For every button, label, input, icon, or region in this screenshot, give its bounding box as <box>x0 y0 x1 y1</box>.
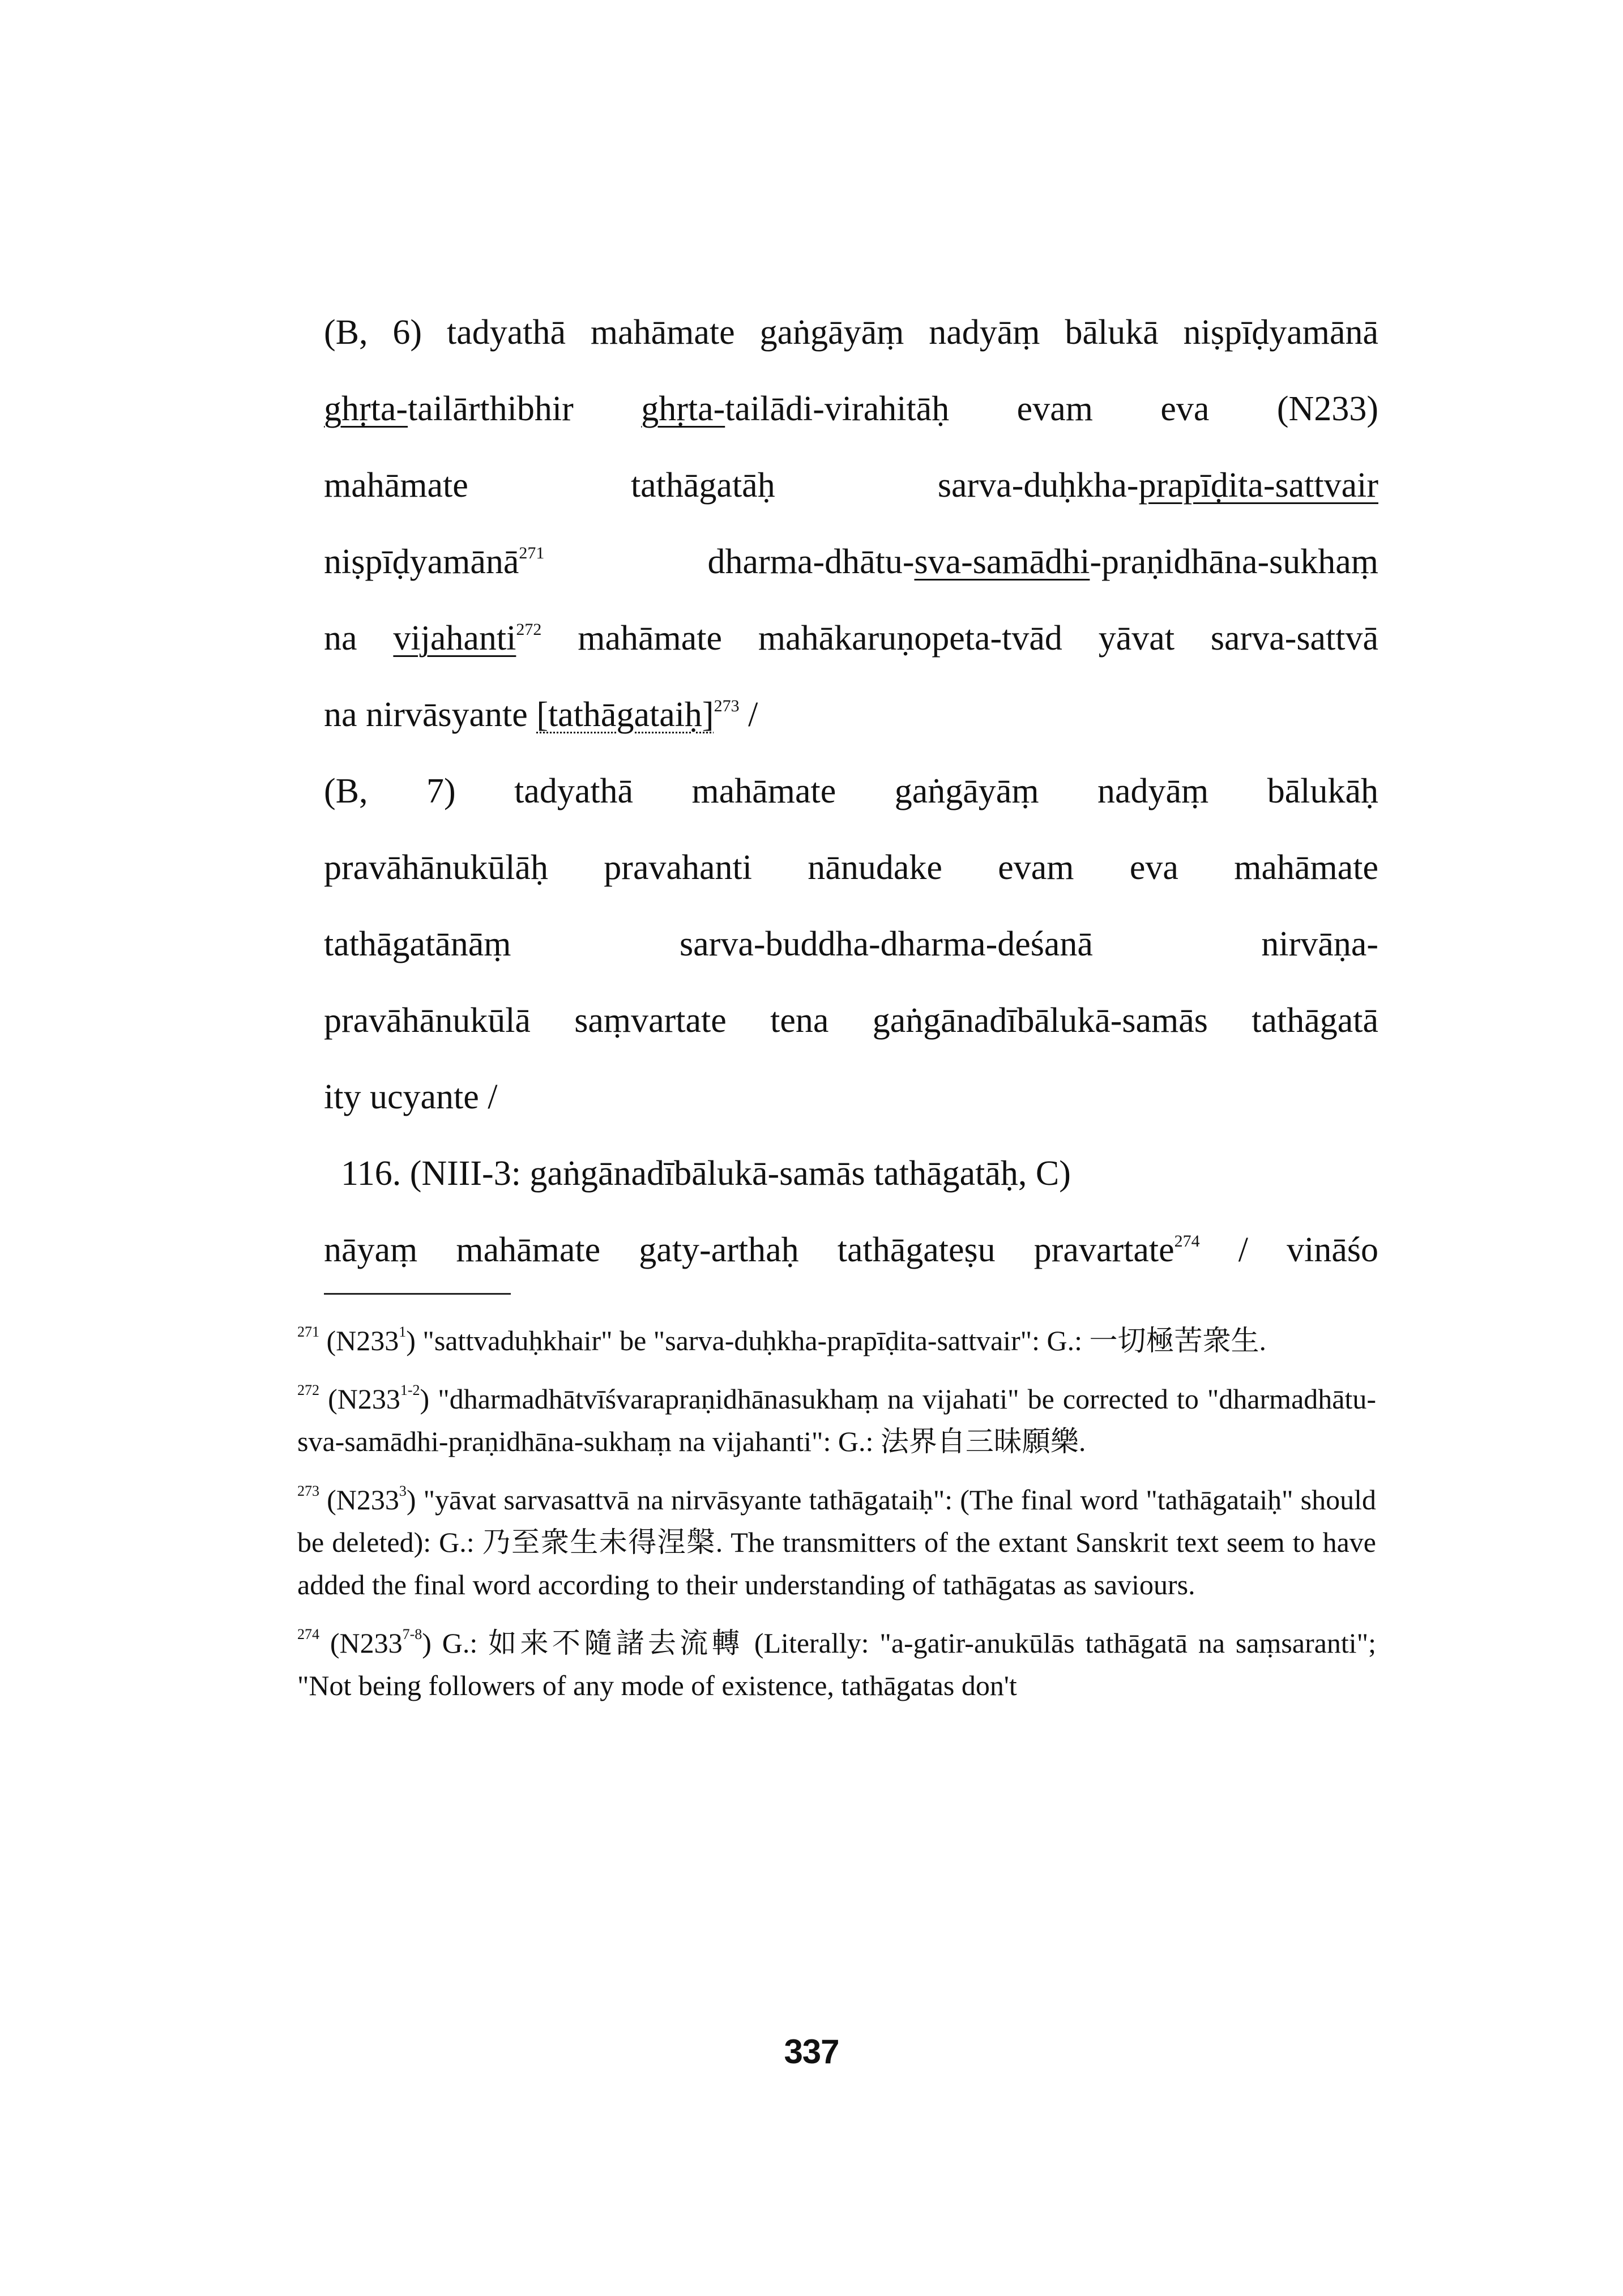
footnote-text: ) "dharmadhātvīśvarapraṇidhānasukhaṃ na vijahati" be corrected to "dharmadhātu-sva-samādhi-praṇidhāna-sukhaṃ na vijahanti": G.: 法界自三昧願樂. <box>297 1383 1377 1457</box>
text-line <box>324 677 1378 753</box>
footnote-number: 271 <box>297 1324 319 1341</box>
text-span: tailādi-virahitāḥ evam eva (N233) <box>725 390 1378 428</box>
footnotes <box>297 1320 1376 1723</box>
underlined-term: ghṛta- <box>641 390 725 428</box>
text-line: (B, 6) tadyathā mahāmate gaṅgāyāṃ nadyāṃ bālukā niṣpīḍyamānā <box>324 313 1378 352</box>
text-line: tathāgatānāṃ sarva-buddha-dharma-deśanā nirvāṇa- <box>324 925 1378 963</box>
text-span: na nirvāsyante <box>324 695 537 734</box>
text-span: dharma-dhātu- <box>544 543 915 581</box>
dotted-term: [tathāgataiḥ] <box>536 695 714 734</box>
footnote-ref-sup: 1-2 <box>400 1382 420 1399</box>
text-span: nāyaṃ mahāmate gaty-arthaḥ tathāgateṣu pravartate <box>324 1231 1174 1269</box>
footnote-number: 274 <box>297 1626 319 1643</box>
footnote-ref-273[interactable]: 273 <box>714 697 740 716</box>
footnote-ref-274[interactable]: 274 <box>1174 1232 1200 1251</box>
footnote-text: ) "yāvat sarvasattvā na nirvāsyante tathāgataiḥ": (The final word "tathāgataiḥ" should be deleted): G.: 乃至衆生未得涅槃. The transmitters of the extant Sanskrit text seem to have added the final word according to their understanding of tathāgatas as saviours. <box>297 1484 1376 1601</box>
text-span: -praṇidhāna-sukhaṃ <box>1090 543 1378 581</box>
footnote-text: ) G.: 如来不隨諸去流轉 (Literally: "a-gatir-anukūlās tathāgatā na saṃsaranti"; "Not being followers of any mode of existence, tathāgatas don't <box>297 1627 1376 1701</box>
footnote-ref-sup: 1 <box>399 1324 407 1341</box>
text-line <box>324 524 1378 600</box>
text-line: ity ucyante / <box>324 1078 498 1116</box>
footnote-272 <box>297 1378 1376 1463</box>
text-line <box>324 600 1378 677</box>
footnote-271 <box>297 1320 1376 1362</box>
text-line: (B, 7) tadyathā mahāmate gaṅgāyāṃ nadyāṃ bālukāḥ <box>324 772 1378 810</box>
text-line: pravāhānukūlāḥ pravahanti nānudake evam eva mahāmate <box>324 848 1378 887</box>
footnote-number: 272 <box>297 1382 319 1399</box>
footnote-273 <box>297 1479 1376 1606</box>
main-text <box>324 295 1378 1288</box>
section-heading: 116. (NIII-3: gaṅgānadībālukā-samās tathāgatāḥ, C) <box>341 1154 1071 1193</box>
page-number: 337 <box>784 2033 839 2071</box>
underlined-term: ghṛta- <box>324 390 408 428</box>
footnote-ref: (N233 <box>330 1627 403 1659</box>
text-line: pravāhānukūlā saṃvartate tena gaṅgānadībālukā-samās tathāgatā <box>324 1001 1378 1040</box>
footnote-number: 273 <box>297 1483 319 1500</box>
text-span: na <box>324 619 394 658</box>
footnote-274 <box>297 1622 1376 1707</box>
underlined-term: prapīḍita-sattvair <box>1138 466 1378 505</box>
text-line <box>324 1212 1378 1288</box>
footnote-divider <box>324 1293 511 1295</box>
footnote-ref-271[interactable]: 271 <box>519 544 545 563</box>
text-span: niṣpīḍyamānā <box>324 543 519 581</box>
text-span: tailārthibhir <box>408 390 642 428</box>
footnote-ref: (N233 <box>326 1325 399 1356</box>
text-line <box>324 447 1378 524</box>
footnote-ref-sup: 3 <box>399 1483 407 1500</box>
text-span: mahāmate mahākaruṇopeta-tvād yāvat sarva-sattvā <box>541 619 1378 658</box>
text-span: mahāmate tathāgatāḥ sarva-duḥkha- <box>324 466 1139 505</box>
footnote-ref: (N233 <box>327 1484 399 1516</box>
underlined-term: sva-samādhi <box>914 543 1090 581</box>
footnote-ref: (N233 <box>328 1383 400 1415</box>
footnote-ref-sup: 7-8 <box>402 1626 422 1643</box>
footnote-ref-272[interactable]: 272 <box>516 620 542 639</box>
text-line <box>324 371 1378 447</box>
underlined-term: vijahanti <box>393 619 516 658</box>
text-span: / vināśo <box>1199 1231 1378 1269</box>
text-span: / <box>739 695 758 734</box>
footnote-text: ) "sattvaduḥkhair" be "sarva-duḥkha-prapīḍita-sattvair": G.: 一切極苦衆生. <box>406 1325 1267 1356</box>
